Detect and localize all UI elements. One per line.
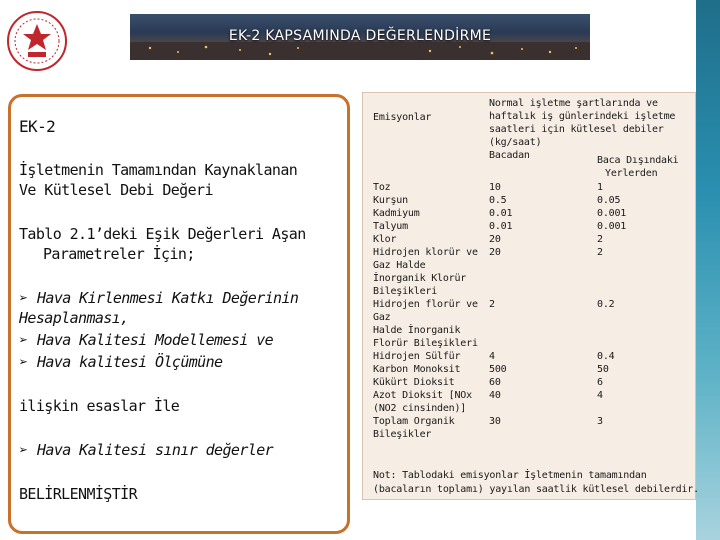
emission-name: Halde İnorganik [373,325,461,336]
column-header-mass-flow-1: Normal işletme şartlarında ve [489,98,658,109]
stack-value: 2 [489,299,495,310]
column-header-mass-flow-4: (kg/saat) [489,137,542,148]
emission-name: Hidrojen klorür ve [373,247,478,258]
stack-value: 40 [489,390,501,401]
emission-name: Bileşikleri [373,286,438,297]
bullet-4: ➢ Hava Kalitesi sınır değerler [19,441,274,459]
stack-value: 0.01 [489,208,513,219]
summary-panel [8,94,350,534]
bullet-3: ➢ Hava kalitesi Ölçümüne [19,353,223,371]
bullet-1-continued: Hesaplanması, [19,309,129,327]
header-banner [130,14,590,60]
emission-name: (NO2 cinsinden)] [373,403,467,414]
emission-name: Toz [373,182,391,193]
outside-value: 3 [597,416,603,427]
emission-name: Kadmiyum [373,208,420,219]
basis-text: ilişkin esaslar İle [19,397,180,415]
emission-name: Florür Bileşikleri [373,338,478,349]
table-ref-line-2: Parametreler İçin; [43,245,195,263]
table-note-line-2: (bacaların toplamı) yayılan saatlik kütlesel debilerdir. [373,484,699,495]
emission-name: Talyum [373,221,408,232]
outside-value: 0.05 [597,195,621,206]
outside-value: 1 [597,182,603,193]
outside-value: 2 [597,234,603,245]
outside-value: 0.001 [597,221,627,232]
emission-name: Gaz [373,312,391,323]
bullet-1: ➢ Hava Kirlenmesi Katkı Değerinin [19,289,299,307]
stack-value: 0.5 [489,195,507,206]
table-note-line-1: Not: Tablodaki emisyonlar İşletmenin tamamından [373,470,647,481]
outside-value: 50 [597,364,609,375]
emission-name: Gaz Halde [373,260,426,271]
outside-value: 4 [597,390,603,401]
closing-text: BELİRLENMİŞTİR [19,485,138,503]
stack-value: 20 [489,247,501,258]
emission-name: Karbon Monoksit [373,364,461,375]
panel-title: EK-2 [19,117,56,136]
outside-value: 2 [597,247,603,258]
stack-value: 0.01 [489,221,513,232]
column-header-outside-2: Yerlerden [605,168,658,179]
column-header-mass-flow-3: saatleri için kütlesel debiler [489,124,664,135]
ministry-seal-icon [6,10,68,72]
arrow-bullet-icon: ➢ [19,331,28,349]
emission-table [362,92,699,500]
arrow-bullet-icon: ➢ [19,441,28,459]
emission-name: Toplam Organik [373,416,455,427]
table-ref-line-1: Tablo 2.1’deki Eşik Değerleri Aşan [19,225,306,243]
emission-name: Kükürt Dioksit [373,377,455,388]
arrow-bullet-icon: ➢ [19,289,28,307]
emission-name: Hidrojen florür ve [373,299,478,310]
emission-name: İnorganik Klorür [373,273,467,284]
stack-value: 60 [489,377,501,388]
emission-name: Hidrojen Sülfür [373,351,461,362]
column-header-outside-1: Baca Dışındaki [597,155,679,166]
outside-value: 6 [597,377,603,388]
outside-value: 0.001 [597,208,627,219]
subtitle-line-2: Ve Kütlesel Debi Değeri [19,181,213,199]
outside-value: 0.2 [597,299,615,310]
page-title: EK-2 KAPSAMINDA DEĞERLENDİRME [228,28,492,44]
column-header-emissions: Emisyonlar [373,112,432,123]
column-header-mass-flow-2: haftalık iş günlerindeki işletme [489,111,676,122]
emission-name: Azot Dioksit [NOx [373,390,472,401]
stack-value: 30 [489,416,501,427]
bullet-2: ➢ Hava Kalitesi Modellemesi ve [19,331,274,349]
column-header-stack: Bacadan [489,150,530,161]
subtitle-line-1: İşletmenin Tamamından Kaynaklanan [19,161,298,179]
decorative-side-bar [696,0,720,540]
stack-value: 20 [489,234,501,245]
outside-value: 0.4 [597,351,615,362]
emission-name: Bileşikler [373,429,432,440]
stack-value: 500 [489,364,507,375]
stack-value: 4 [489,351,495,362]
emission-name: Klor [373,234,397,245]
arrow-bullet-icon: ➢ [19,353,28,371]
stack-value: 10 [489,182,501,193]
emission-name: Kurşun [373,195,408,206]
